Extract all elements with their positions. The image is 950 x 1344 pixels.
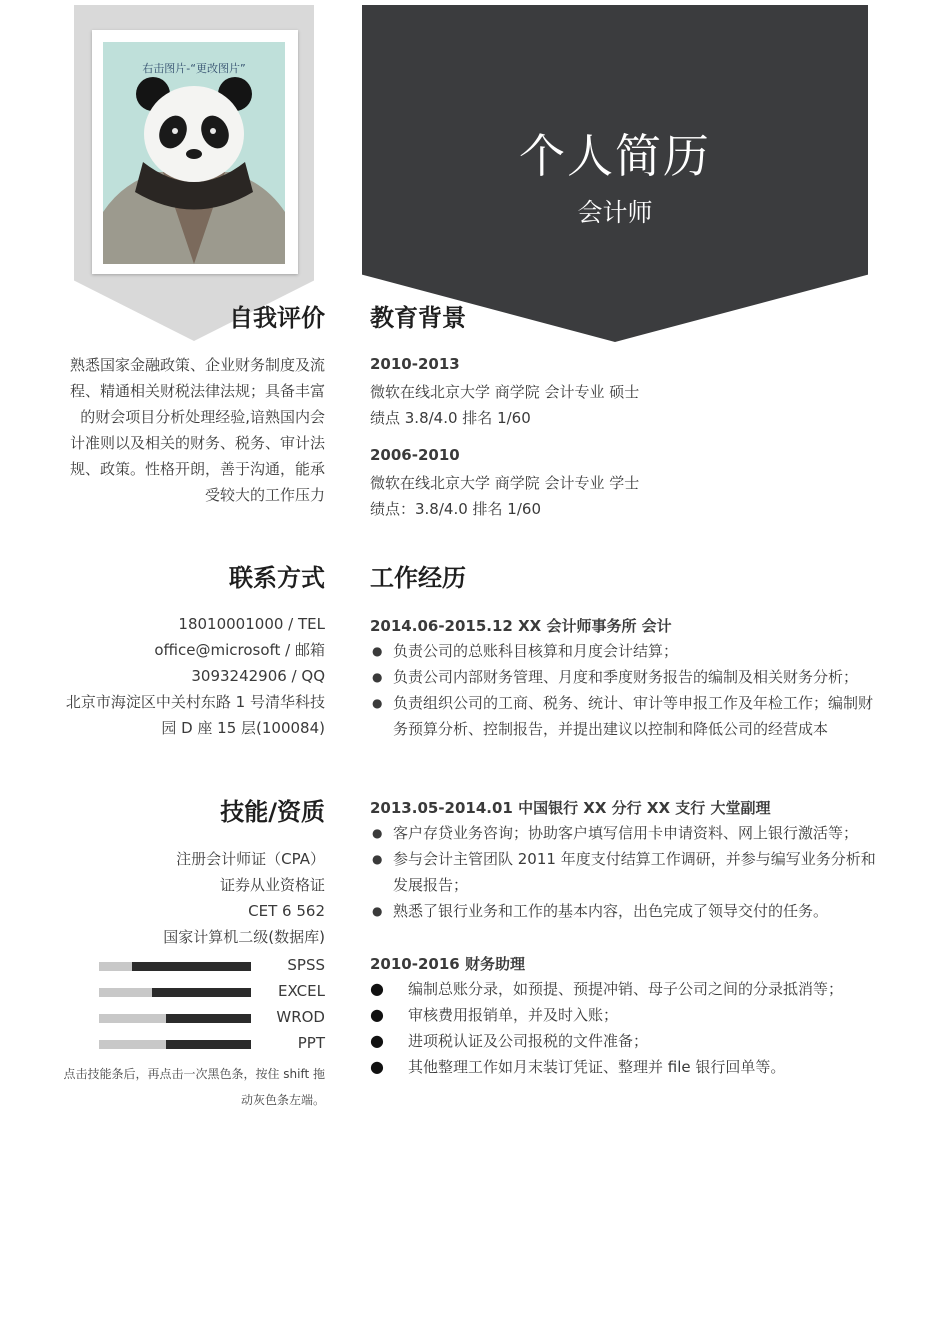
resume-title: 个人简历 — [519, 129, 711, 183]
profile-photo[interactable] — [103, 42, 285, 264]
bullet-dot-icon: ● — [370, 1031, 384, 1050]
contact-phone: 18010001000 / TEL — [178, 615, 325, 633]
edu-school: 微软在线北京大学 商学院 会计专业 学士 — [370, 474, 640, 492]
self-eval-line: 受较大的工作压力 — [204, 486, 325, 504]
cert-item: 注册会计师证（CPA） — [176, 850, 325, 868]
job-bullet-text: 负责公司内部财务管理、月度和季度财务报告的编制及相关财务分析； — [393, 668, 859, 686]
edu-gpa: 绩点：3.8/4.0 排名 1/60 — [370, 500, 541, 518]
cert-item: 国家计算机二级(数据库) — [163, 928, 325, 946]
job-bullet — [370, 976, 882, 1002]
cert-list — [163, 846, 325, 950]
bullet-dot-icon: ● — [370, 1005, 384, 1024]
self-eval-line: 程、精通相关财税法律法规；具备丰富 — [69, 382, 325, 400]
self-eval-line: 规、政策。性格开朗，善于沟通，能承 — [69, 460, 325, 478]
cert-item: CET 6 562 — [248, 902, 325, 920]
skill-bar-fill[interactable] — [166, 1040, 251, 1049]
bullet-dot-icon: ● — [372, 644, 383, 658]
job-bullet-text: 负责组织公司的工商、税务、统计、审计等申报工作及年检工作；编制财务预算分析、控制报告，并提出建议以控制和降低公司的经营成本 — [393, 694, 874, 738]
job-bullet-text: 审核费用报销单，并及时入账； — [408, 1006, 619, 1024]
contact-heading: 联系方式 — [229, 564, 325, 592]
skill-bar-fill[interactable] — [166, 1014, 251, 1023]
skill-note — [53, 1061, 325, 1113]
photo-hint: 右击图片-“更改图片” — [142, 62, 246, 75]
job-bullet — [370, 638, 882, 664]
job-bullet — [370, 664, 882, 690]
edu-school: 微软在线北京大学 商学院 会计专业 硕士 — [370, 383, 640, 401]
self-eval-line: 的财会项目分析处理经验,谙熟国内会 — [80, 408, 325, 426]
contact-qq: 3093242906 / QQ — [191, 667, 325, 685]
education-heading: 教育背景 — [370, 304, 466, 332]
self-eval-line: 熟悉国家金融政策、企业财务制度及流 — [69, 356, 325, 374]
contact-address-2: 园 D 座 15 层(100084) — [161, 719, 325, 737]
job-bullet — [370, 820, 882, 846]
self-eval-line: 计准则以及相关的财务、税务、审计法 — [69, 434, 325, 452]
edu-years: 2010-2013 — [370, 355, 460, 373]
job-title-line: 2013.05-2014.01 中国银行 XX 分行 XX 支行 大堂副理 — [370, 799, 771, 817]
job-bullet — [370, 1028, 882, 1054]
skill-bar-fill[interactable] — [152, 988, 251, 997]
job-bullet-text: 参与会计主管团队 2011 年度支付结算工作调研，并参与编写业务分析和发展报告； — [393, 850, 876, 894]
skill-note-line: 动灰色条左端。 — [240, 1093, 325, 1107]
skills-heading: 技能/资质 — [220, 798, 325, 826]
bullet-dot-icon: ● — [370, 1057, 384, 1076]
skill-label: SPSS — [287, 956, 325, 974]
skill-bar-fill[interactable] — [132, 962, 251, 971]
job-bullet-text: 熟悉了银行业务和工作的基本内容，出色完成了领导交付的任务。 — [393, 902, 829, 920]
skill-label: PPT — [297, 1034, 325, 1052]
job-bullet — [370, 690, 882, 742]
edu-gpa: 绩点 3.8/4.0 排名 1/60 — [370, 409, 531, 427]
skill-label: EXCEL — [278, 982, 325, 1000]
bullet-dot-icon: ● — [372, 826, 383, 840]
bullet-dot-icon: ● — [372, 904, 383, 918]
job-bullet — [370, 898, 882, 924]
edu-years: 2006-2010 — [370, 446, 460, 464]
self-eval-heading: 自我评价 — [229, 304, 325, 332]
contact-address: 北京市海淀区中关村东路 1 号清华科技 — [65, 693, 325, 711]
job-bullet-text: 编制总账分录，如预提、预提冲销、母子公司之间的分录抵消等； — [408, 980, 844, 998]
cert-item: 证券从业资格证 — [219, 876, 325, 894]
contact-email: office@microsoft / 邮箱 — [154, 641, 325, 659]
job-title: 会计师 — [577, 198, 653, 227]
job-bullet-text: 其他整理工作如月末装订凭证、整理并 file 银行回单等。 — [408, 1058, 786, 1076]
work-heading: 工作经历 — [370, 564, 466, 592]
job-bullet — [370, 1054, 882, 1080]
job-title-line: 2010-2016 财务助理 — [370, 955, 525, 973]
skill-note-line: 点击技能条后，再点击一次黑色条，按住 shift 拖 — [63, 1067, 325, 1081]
self-eval-text — [70, 352, 325, 508]
bullet-dot-icon: ● — [372, 670, 383, 684]
contact-info — [66, 611, 325, 741]
bullet-dot-icon: ● — [372, 852, 383, 866]
job-bullet — [370, 846, 882, 898]
bullet-dot-icon: ● — [370, 979, 384, 998]
job-title-line: 2014.06-2015.12 XX 会计师事务所 会计 — [370, 617, 672, 635]
job-bullet-text: 进项税认证及公司报税的文件准备； — [408, 1032, 649, 1050]
job-bullet — [370, 1002, 882, 1028]
skill-label: WROD — [276, 1008, 325, 1026]
job-bullet-text: 负责公司的总账科目核算和月度会计结算； — [393, 642, 679, 660]
bullet-dot-icon: ● — [372, 696, 383, 710]
job-bullet-text: 客户存贷业务咨询；协助客户填写信用卡申请资料、网上银行激活等； — [393, 824, 859, 842]
